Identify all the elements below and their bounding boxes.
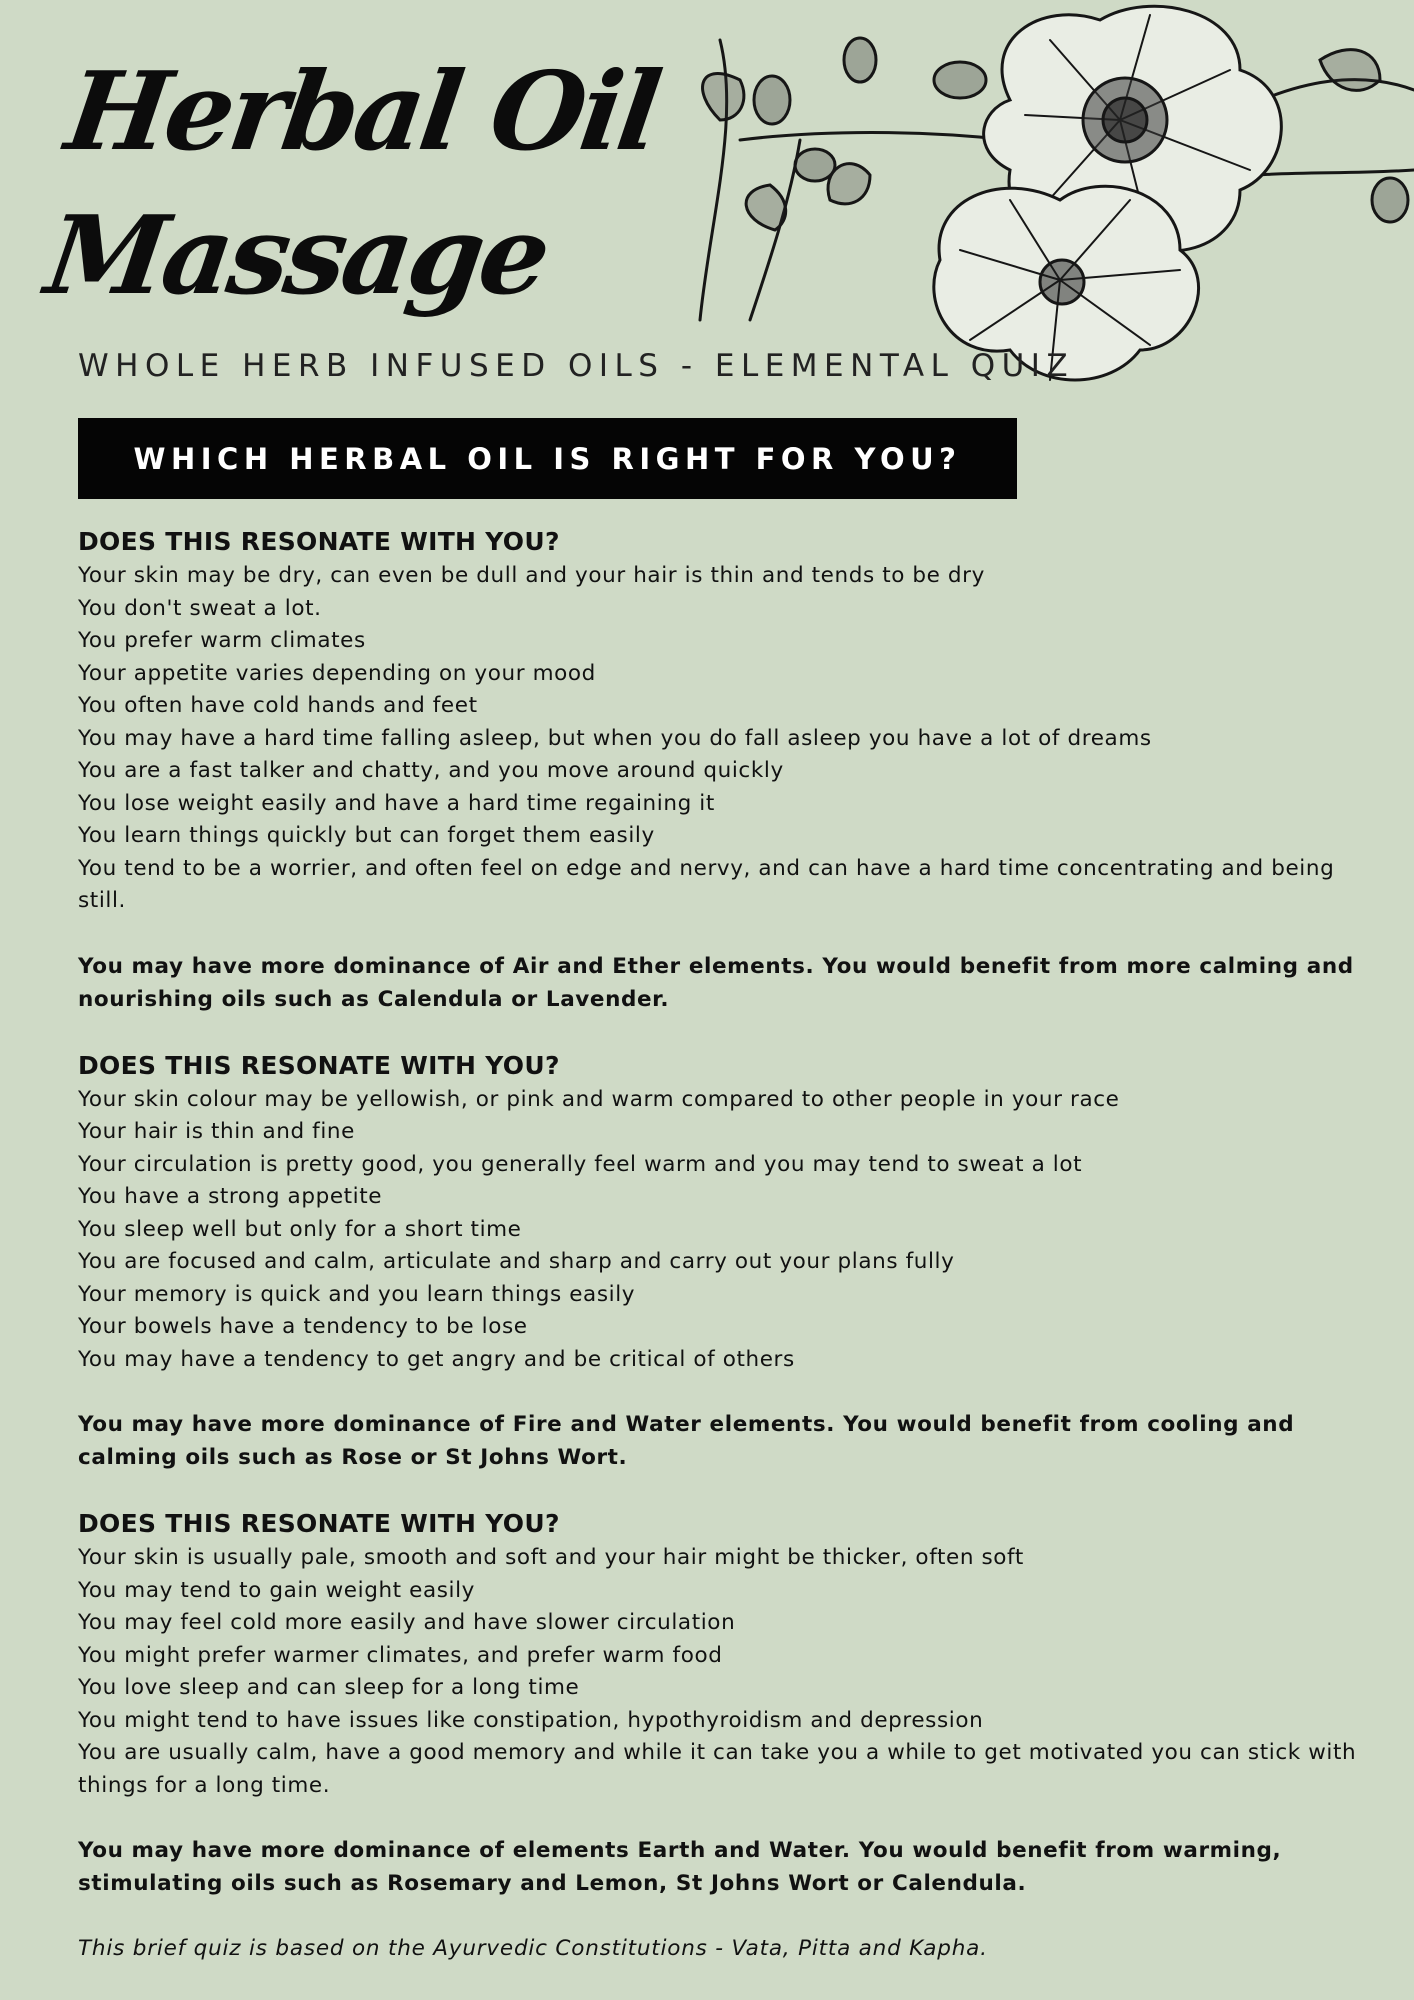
quiz-content <box>78 524 1378 1966</box>
list-item: You may tend to gain weight easily <box>78 1577 476 1603</box>
footer-note: This brief quiz is based on the Ayurvedic Constitutions - Vata, Pitta and Kapha. <box>78 1936 988 1961</box>
question-banner: WHICH HERBAL OIL IS RIGHT FOR YOU? <box>78 418 1017 499</box>
list-item: You often have cold hands and feet <box>78 693 478 718</box>
trait-list <box>78 560 1378 918</box>
section-result: You may have more dominance of Air and Ether elements. You would benefit from more calming and nourishing oils such as Calendula or Lavender. <box>78 953 1354 1012</box>
quiz-section-air-ether <box>78 524 1378 1016</box>
list-item: You have a strong appetite <box>78 1184 383 1209</box>
quiz-section-fire-water <box>78 1048 1378 1475</box>
list-item: You love sleep and can sleep for a long time <box>78 1675 580 1700</box>
section-result: You may have more dominance of Fire and Water elements. You would benefit from cooling and calming oils such as Rose or St Johns Wort. <box>78 1412 1295 1470</box>
list-item: You learn things quickly but can forget them easily <box>78 823 655 848</box>
list-item: Your bowels have a tendency to be lose <box>78 1314 528 1339</box>
page-subtitle: WHOLE HERB INFUSED OILS - ELEMENTAL QUIZ <box>78 348 1075 384</box>
section-spacer <box>78 1016 1378 1048</box>
title-line-2: Massage <box>38 193 554 319</box>
list-item: You might tend to have issues like constipation, hypothyroidism and depression <box>78 1707 984 1733</box>
section-heading: DOES THIS RESONATE WITH YOU? <box>78 527 560 556</box>
list-item: Your circulation is pretty good, you generally feel warm and you may tend to sweat a lot <box>78 1151 1083 1177</box>
list-item: Your skin may be dry, can even be dull and your hair is thin and tends to be dry <box>78 563 985 588</box>
page-title <box>38 40 666 328</box>
list-item: You may have a hard time falling asleep, but when you do fall asleep you have a lot of dreams <box>78 725 1152 751</box>
list-item: Your skin is usually pale, smooth and soft and your hair might be thicker, often soft <box>78 1545 1024 1570</box>
list-item: Your appetite varies depending on your mood <box>78 660 596 686</box>
list-item: You may feel cold more easily and have slower circulation <box>78 1610 736 1635</box>
list-item: Your skin colour may be yellowish, or pink and warm compared to other people in your race <box>78 1086 1120 1112</box>
section-spacer <box>78 1474 1378 1506</box>
list-item: You sleep well but only for a short time <box>78 1216 522 1242</box>
trait-list <box>78 1542 1378 1802</box>
section-heading: DOES THIS RESONATE WITH YOU? <box>78 1509 560 1538</box>
section-heading: DOES THIS RESONATE WITH YOU? <box>78 1050 560 1080</box>
list-item: Your hair is thin and fine <box>78 1119 355 1144</box>
list-item: You might prefer warmer climates, and prefer warm food <box>78 1642 723 1668</box>
title-line-1: Herbal Oil <box>59 49 665 175</box>
list-item: You lose weight easily and have a hard time regaining it <box>78 790 715 816</box>
list-item: You may have a tendency to get angry and be critical of others <box>78 1346 795 1372</box>
list-item: You are usually calm, have a good memory and while it can take you a while to get motivated you can stick with things for a long time. <box>78 1740 1357 1798</box>
quiz-section-earth-water <box>78 1506 1378 1900</box>
trait-list <box>78 1084 1378 1377</box>
list-item: You are a fast talker and chatty, and you move around quickly <box>78 758 784 783</box>
list-item: You don't sweat a lot. <box>78 595 322 621</box>
section-result: You may have more dominance of elements Earth and Water. You would benefit from warming, stimulating oils such as Rosemary and Lemon, St Johns Wort or Calendula. <box>78 1838 1282 1896</box>
list-item: You are focused and calm, articulate and sharp and carry out your plans fully <box>78 1249 955 1274</box>
flower-illustration-icon <box>680 0 1414 400</box>
list-item: Your memory is quick and you learn things easily <box>78 1281 636 1307</box>
list-item: You tend to be a worrier, and often feel on edge and nervy, and can have a hard time concentrating and being still. <box>78 855 1335 913</box>
list-item: You prefer warm climates <box>78 628 366 653</box>
